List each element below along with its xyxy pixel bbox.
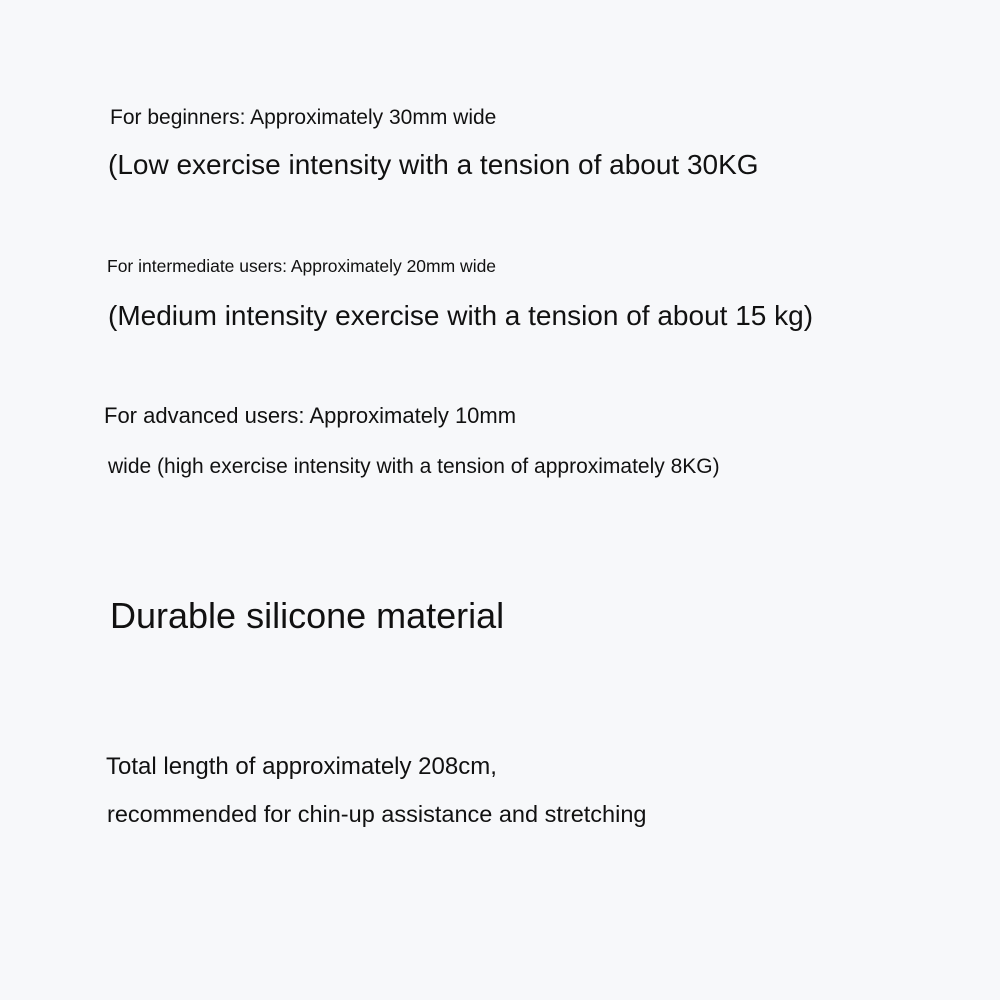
- length-text: Total length of approximately 208cm,: [106, 753, 497, 780]
- material-heading: Durable silicone material: [110, 595, 505, 636]
- beginner-width-text: For beginners: Approximately 30mm wide: [110, 106, 497, 129]
- beginner-tension-text: (Low exercise intensity with a tension of about 30KG: [108, 149, 759, 180]
- advanced-width-text: For advanced users: Approximately 10mm: [104, 403, 517, 428]
- usage-text: recommended for chin-up assistance and stretching: [107, 801, 647, 827]
- intermediate-width-text: For intermediate users: Approximately 20mm wide: [107, 256, 497, 276]
- intermediate-tension-text: (Medium intensity exercise with a tension of about 15 kg): [108, 300, 814, 331]
- advanced-tension-text: wide (high exercise intensity with a tension of approximately 8KG): [108, 455, 720, 478]
